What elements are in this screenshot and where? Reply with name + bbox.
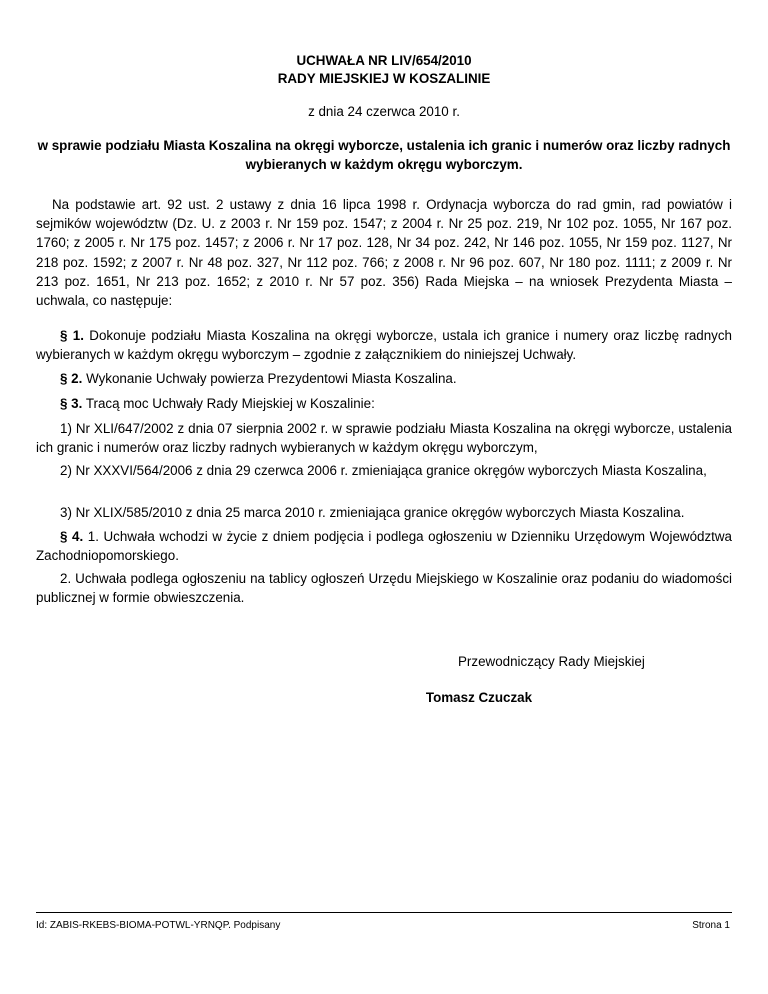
section-1-mark: § 1. <box>60 328 84 343</box>
page-number: Strona 1 <box>692 920 730 931</box>
section-3-item-1: 1) Nr XLI/647/2002 z dnia 07 sierpnia 2002 r. w sprawie podziału Miasta Koszalina na okręgi wyborcze, ustalenia ich granic i numerów oraz liczby radnych wybieranych w każdym okręgu wyborczym, <box>36 421 732 455</box>
section-4-mark: § 4. <box>60 529 84 544</box>
resolution-number: UCHWAŁA NR LIV/654/2010 <box>296 53 472 68</box>
legal-basis-paragraph: Na podstawie art. 92 ust. 2 ustawy z dnia 16 lipca 1998 r. Ordynacja wyborcza do rad gmin, rad powiatów i sejmików województw (Dz. U. z 2003 r. Nr 159 poz. 1547; z 2004 r. Nr 25 poz. 219, Nr 102 poz. 1055, Nr 167 poz. 1760; z 2005 r. Nr 175 poz. 1457; z 2006 r. Nr 17 poz. 128, Nr 34 poz. 242, Nr 146 poz. 1055, Nr 159 poz. 1127, Nr 218 poz. 1592; z 2007 r. Nr 48 poz. 327, Nr 112 poz. 766; z 2008 r. Nr 96 poz. 607, Nr 180 poz. 1111; z 2009 r. Nr 213 poz. 1651, Nr 213 poz. 1652; z 2010 r. Nr 57 poz. 356) Rada Miejska – na wniosek Prezydenta Miasta – uchwala, co następuje: <box>36 197 732 309</box>
section-4-item-2: 2. Uchwała podlega ogłoszeniu na tablicy ogłoszeń Urzędu Miejskiego w Koszalinie oraz podaniu do wiadomości publicznej w formie obwieszczenia. <box>36 571 732 605</box>
section-2 <box>60 369 732 388</box>
section-3-text: Tracą moc Uchwały Rady Miejskiej w Koszalinie: <box>82 396 375 411</box>
section-3-item-2: 2) Nr XXXVI/564/2006 z dnia 29 czerwca 2006 r. zmieniająca granice okręgów wyborczych Miasta Koszalina, <box>60 463 707 478</box>
section-1 <box>36 326 732 364</box>
section-1-text: Dokonuje podziału Miasta Koszalina na okręgi wyborcze, ustala ich granice i numery oraz liczbę radnych wybieranych w każdym okręgu wyborczym – zgodnie z załącznikiem do niniejszej Uchwały. <box>36 328 732 362</box>
section-2-mark: § 2. <box>60 371 83 386</box>
footer-divider <box>36 912 732 913</box>
resolution-subject: w sprawie podziału Miasta Koszalina na okręgi wyborcze, ustalenia ich granic i numerów oraz liczby radnych wybieranych w każdym okręgu wyborczym. <box>37 138 731 172</box>
council-name: RADY MIEJSKIEJ W KOSZALINIE <box>277 71 491 86</box>
section-4-text: 1. Uchwała wchodzi w życie z dniem podjęcia i podlega ogłoszeniu w Dzienniku Urzędowym Województwa Zachodniopomorskiego. <box>36 529 732 563</box>
section-4 <box>36 527 732 565</box>
document-id: Id: ZABIS-RKEBS-BIOMA-POTWL-YRNQP. Podpisany <box>36 920 281 931</box>
signatory-role: Przewodniczący Rady Miejskiej <box>458 654 645 669</box>
section-3-mark: § 3. <box>60 396 83 411</box>
signatory-name: Tomasz Czuczak <box>425 690 533 705</box>
section-3 <box>60 394 732 413</box>
section-3-item-3: 3) Nr XLIX/585/2010 z dnia 25 marca 2010 r. zmieniająca granice okręgów wyborczych Miasta Koszalina. <box>60 505 685 520</box>
section-2-text: Wykonanie Uchwały powierza Prezydentowi Miasta Koszalina. <box>82 371 457 386</box>
resolution-date: z dnia 24 czerwca 2010 r. <box>308 104 460 119</box>
